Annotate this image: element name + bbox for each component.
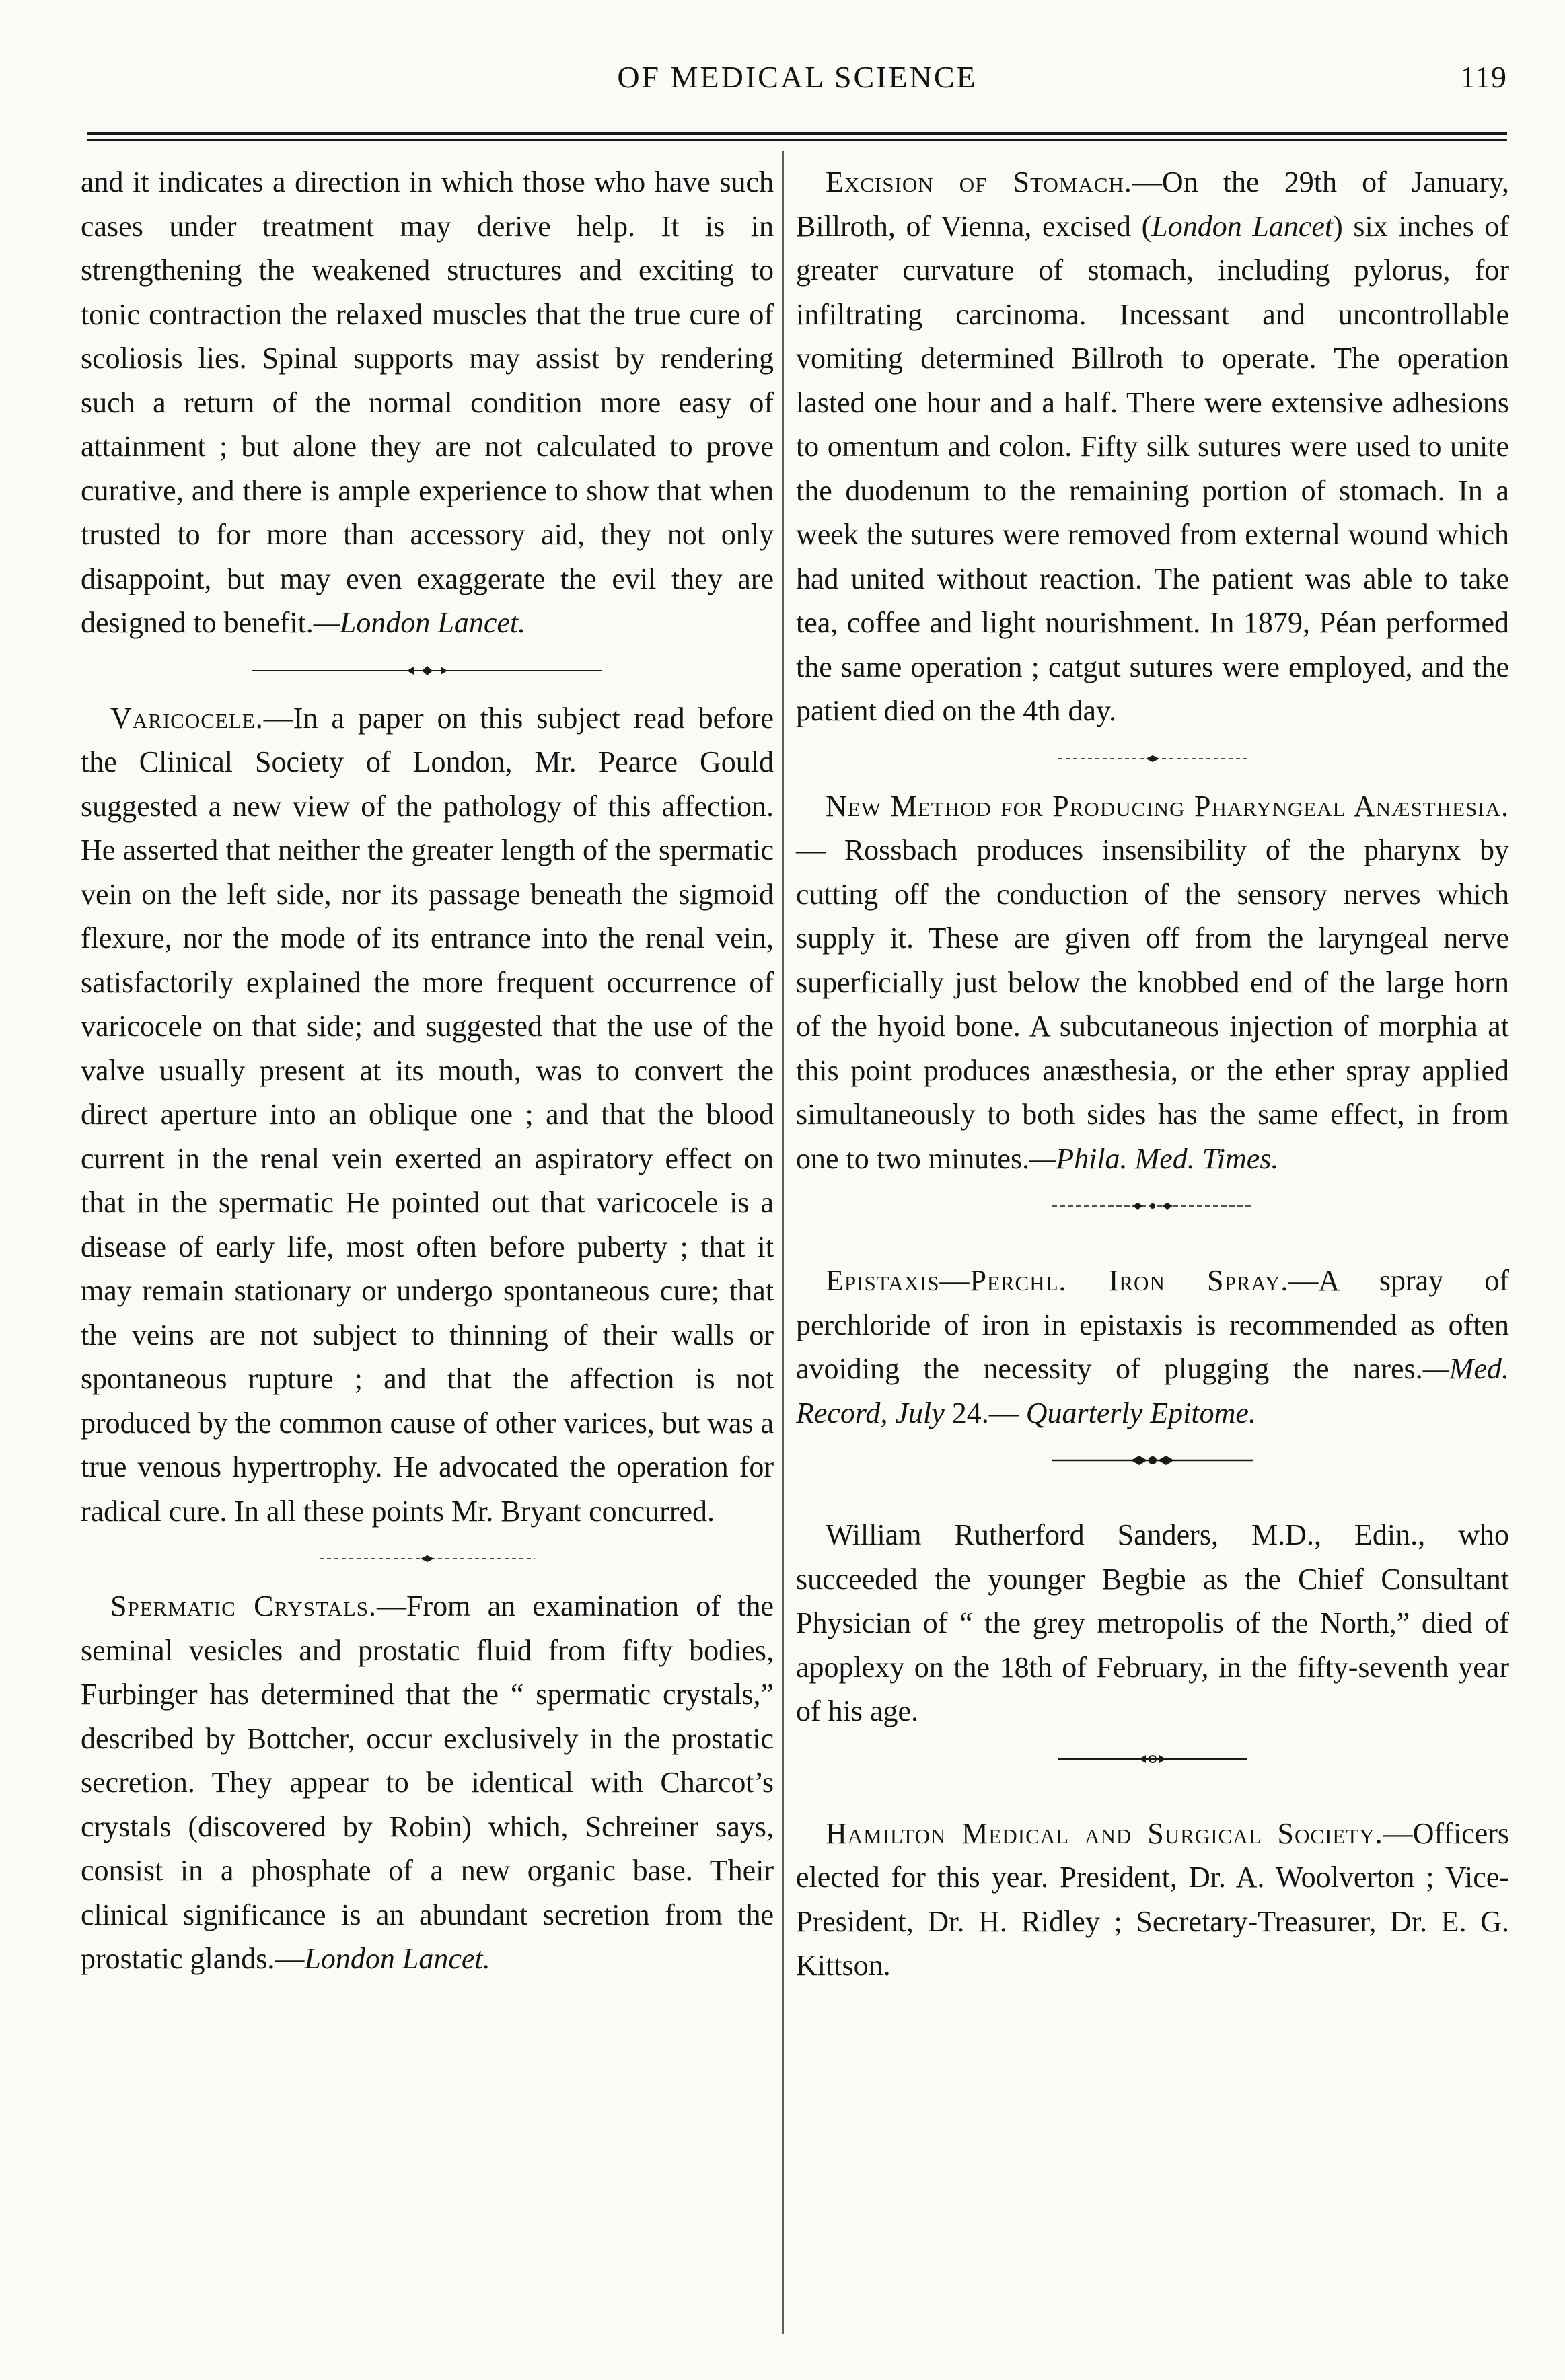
varicocele-text: —In a paper on this subject read before the Clinical Society of London, Mr. Pearce Gould suggested a new view of the pathology of this affection. He asserted that neither the greater length of the spermatic vein on the left side, nor its passage beneath the sigmoid flexure, nor the mode of its entrance into the renal vein, satisfactorily explained the more frequent occurrence of varicocele on that side; and suggested that the use of the valve usually present at its mouth, was to convert the direct aperture into an oblique one ; and that the blood current in the renal vein exerted an aspiratory effect on that in the spermatic He pointed out that varicocele is a disease of early life, most often before puberty ; that it may remain stationary or undergo spontaneous cure; that the veins are not subject to thinning of their walls or spontaneous rupture ; and that the affection is not produced by the common cause of other varices, but was a true venous hypertrophy. He advocated the operation for radical cure. In all these points Mr. Bryant concurred.: [81, 701, 774, 1528]
hamilton-article: [796, 1812, 1509, 1988]
epistaxis-source: —Med. Record,: [796, 1352, 1509, 1429]
spermatic-crystals-source-dash: —: [275, 1942, 305, 1975]
epistaxis-article: [796, 1259, 1509, 1435]
epistaxis-source-month: July: [887, 1396, 945, 1429]
spacer: [796, 1785, 1509, 1812]
pharyngeal-text: — Rossbach produces insensibility of the pharynx by cutting off the conduction of the sensory nerves which supply it. These are given off from the laryngeal nerve superficially just below the knobbed end of the large horn of the hyoid bone. A subcutaneous injection of morphia at this point produces anæsthesia, or the ether spray applied simultaneously to both sides has the same effect, in from one to two minutes.: [796, 833, 1509, 1175]
obituary-article: [796, 1513, 1509, 1734]
hamilton-text: —Officers elected for this year. President, Dr. A. Woolverton ; Vice-President, Dr. H. Ridley ; Secretary-Treasurer, Dr. E. G. Kittson.: [796, 1816, 1509, 1982]
epistaxis-heading: Epistaxis—Perchl. Iron Spray.: [826, 1264, 1289, 1297]
epistaxis-source-day: 24.—: [944, 1396, 1019, 1429]
excision-text: —On the 29th of January, Billroth, of Vienna, excised (: [796, 165, 1509, 243]
spermatic-crystals-article: [81, 1584, 774, 1981]
ornament-divider: [796, 1435, 1509, 1486]
pharyngeal-heading: New Method for Producing Pharyngeal Anæsthesia.: [826, 789, 1509, 823]
page-number: 119: [1459, 60, 1507, 94]
spacer: [796, 1232, 1509, 1259]
right-column: [796, 160, 1509, 1988]
obituary-text: William Rutherford Sanders, M.D., Edin., who succeeded the younger Begbie as the Chief Consultant Physician of “ the grey metropolis of the North,” died of apoplexy on the 18th of February, in the fifty-seventh year of his age.: [796, 1518, 1509, 1727]
ornament-divider: [796, 733, 1509, 784]
spermatic-crystals-text: —From an examination of the seminal vesicles and prostatic fluid from fifty bodies, Furbinger has determined that the “ spermatic crystals,” described by Bottcher, occur exclusively in the prostatic secretion. They appear to be identical with Charcot’s crystals (discovered by Robin) which, Schreiner says, consist in a phosphate of a new organic base. Their clinical significance is an abundant secretion from the prostatic glands.: [81, 1590, 774, 1975]
column-divider: [782, 151, 784, 2334]
header-rule-thick: [87, 132, 1507, 135]
varicocele-article: [81, 696, 774, 1534]
excision-article: [796, 160, 1509, 733]
running-head-title: OF MEDICAL SCIENCE: [617, 60, 978, 94]
excision-text-continued: ) six inches of greater curvature of stomach, including pylorus, for infiltrating carcinoma. Incessant and uncontrollable vomiting determined Billroth to operate. The operation lasted one hour and a half. There were extensive adhesions to omentum and colon. Fifty silk sutures were used to unite the duodenum to the remaining portion of stomach. In a week the sutures were removed from external wound which had united without reaction. The patient was able to take tea, coffee and light nourishment. In 1879, Péan performed the same operation ; catgut sutures were employed, and the patient died on the 4th day.: [796, 209, 1509, 727]
scoliosis-continuation: [81, 160, 774, 645]
excision-heading: Excision of Stomach.: [826, 165, 1132, 198]
header-rule-thin: [87, 139, 1507, 141]
varicocele-heading: Varicocele.: [110, 701, 264, 735]
hamilton-heading: Hamilton Medical and Surgical Society.: [826, 1816, 1383, 1850]
running-head: [87, 59, 1507, 100]
spacer: [796, 1486, 1509, 1513]
left-column: [81, 160, 774, 1981]
pharyngeal-article: [796, 784, 1509, 1181]
ornament-divider: [796, 1181, 1509, 1232]
ornament-divider: [81, 645, 774, 696]
epistaxis-source-epitome: Quarterly Epitome.: [1025, 1396, 1256, 1429]
continuation-text: and it indicates a direction in which those who have such cases under treatment may derive help. It is in strengthening the weakened structures and exciting to tonic contraction the relaxed muscles that the true cure of scoliosis lies. Spinal supports may assist by rendering such a return of the normal condition more easy of attainment ; but alone they are not calculated to prove curative, and there is ample experience to show that when trusted to for more than accessory aid, they not only disappoint, but may even exaggerate the evil they are designed to benefit.: [81, 165, 774, 639]
continuation-source: —London Lancet.: [313, 606, 526, 639]
epistaxis-text: —A spray of perchloride of iron in epistaxis is recommended as often avoiding the necessity of plugging the nares.: [796, 1264, 1509, 1385]
excision-citation: London Lancet: [1151, 209, 1334, 243]
spermatic-crystals-source: London Lancet.: [304, 1942, 490, 1975]
ornament-divider: [81, 1533, 774, 1584]
spermatic-crystals-heading: Spermatic Crystals.: [110, 1590, 377, 1623]
pharyngeal-source: —Phila. Med. Times.: [1029, 1142, 1279, 1175]
ornament-divider: [796, 1734, 1509, 1785]
